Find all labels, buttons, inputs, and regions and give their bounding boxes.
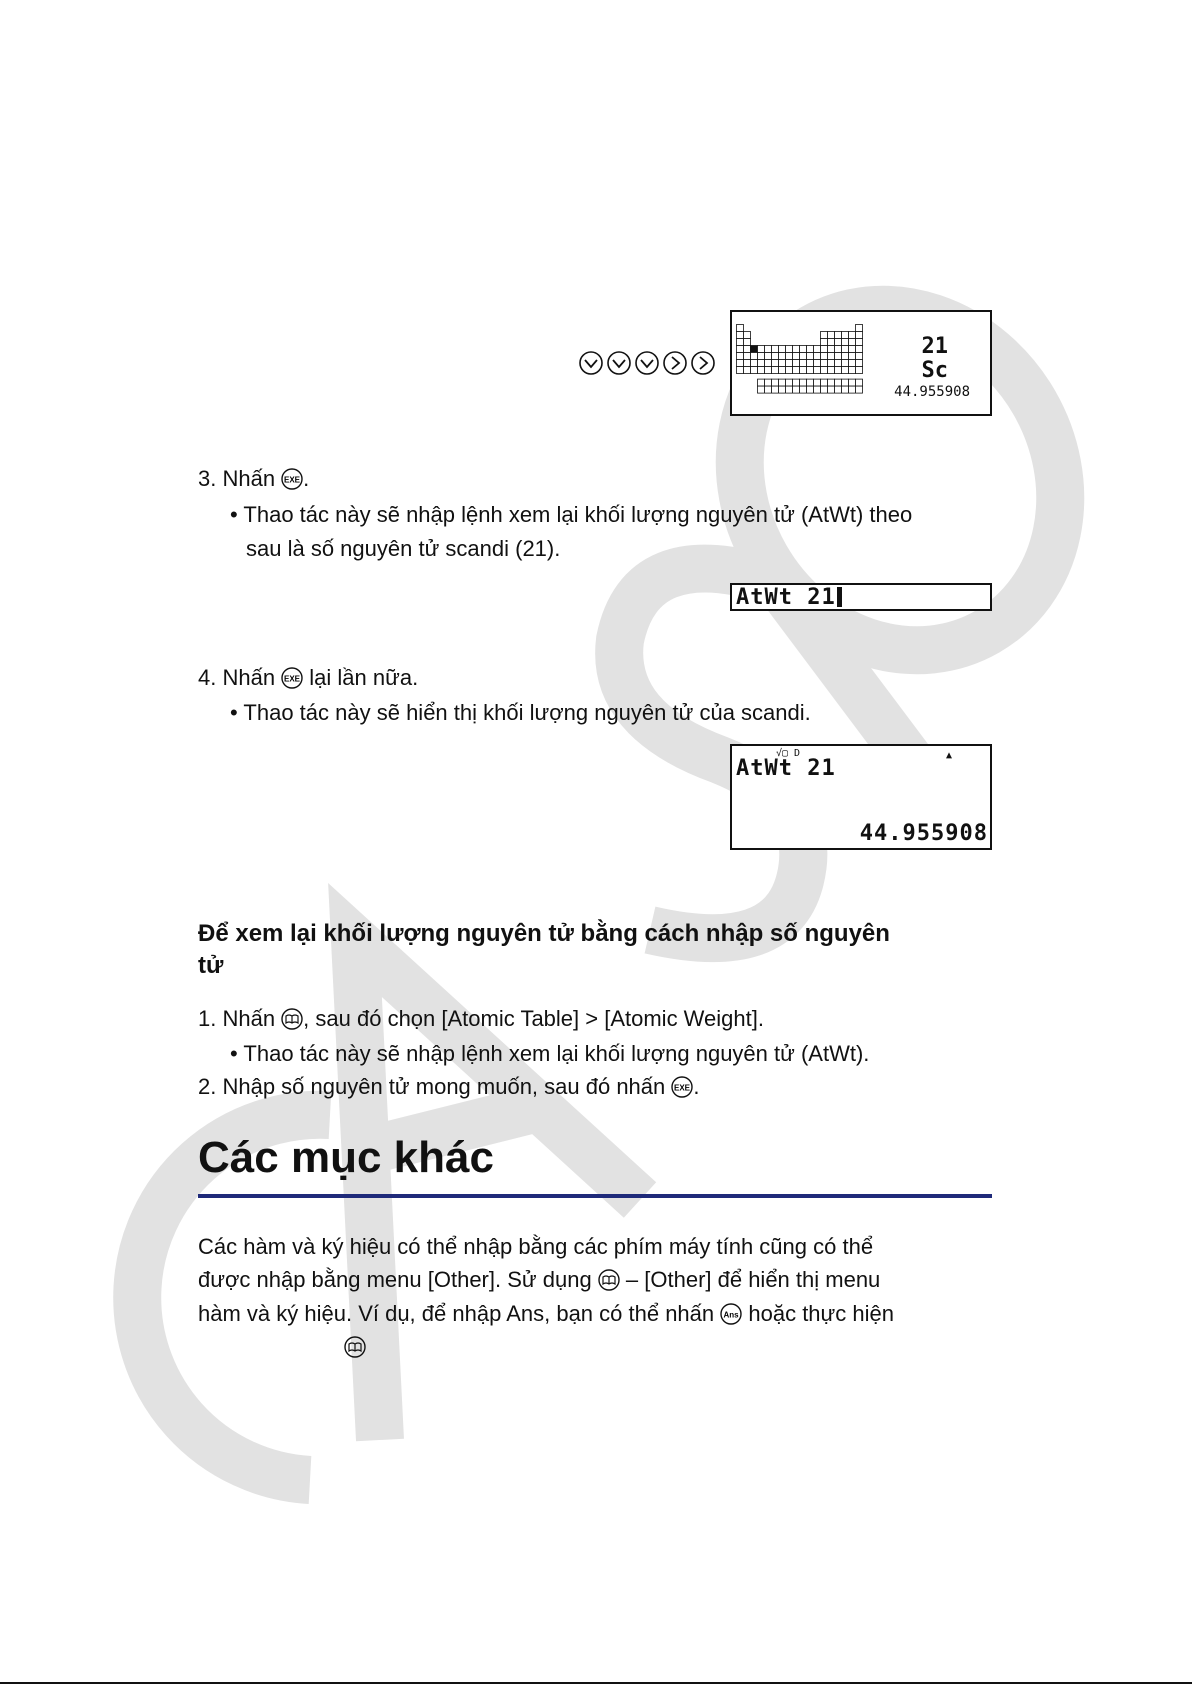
element-cell xyxy=(821,339,828,346)
catalog-key-icon xyxy=(598,1269,620,1291)
selected-element-cell xyxy=(751,346,758,353)
element-cell xyxy=(758,367,765,374)
element-cell xyxy=(772,346,779,353)
element-cell xyxy=(849,367,856,374)
element-cell xyxy=(821,353,828,360)
f-block-cell xyxy=(793,386,800,393)
element-cell xyxy=(856,346,863,353)
element-cell xyxy=(842,332,849,339)
step-3-bullet-cont: sau là số nguyên tử scandi (21). xyxy=(246,536,561,561)
element-cell xyxy=(779,353,786,360)
catalog-key-icon xyxy=(281,1008,303,1030)
exe-key-icon xyxy=(281,667,303,689)
f-block-cell xyxy=(835,386,842,393)
down-arrow-icon xyxy=(634,350,660,376)
right-arrow-icon xyxy=(690,350,716,376)
step-4: 4. Nhấn EXE lại lần nữa. xyxy=(198,665,419,690)
element-cell xyxy=(793,353,800,360)
element-cell xyxy=(786,353,793,360)
substep-2: 2. Nhập số nguyên tử mong muốn, sau đó nhấn EXE . xyxy=(198,1074,700,1099)
element-cell xyxy=(751,353,758,360)
mode-indicator: √▢ D xyxy=(776,748,801,759)
f-block-cell xyxy=(800,386,807,393)
element-cell xyxy=(772,353,779,360)
element-cell xyxy=(758,360,765,367)
element-cell xyxy=(828,346,835,353)
atomic-number: 21 xyxy=(921,334,948,359)
down-arrow-icon xyxy=(606,350,632,376)
element-cell xyxy=(856,360,863,367)
element-cell xyxy=(737,353,744,360)
element-cell xyxy=(828,353,835,360)
element-cell xyxy=(835,332,842,339)
element-cell xyxy=(849,360,856,367)
f-block-cell xyxy=(849,386,856,393)
entry-line: AtWt 21 xyxy=(736,585,842,610)
step-4-bullet: • Thao tác này sẽ hiển thị khối lượng nguyên tử của scandi. xyxy=(230,700,811,725)
f-block-cell xyxy=(849,379,856,386)
element-cell xyxy=(828,339,835,346)
element-cell xyxy=(835,339,842,346)
element-cell xyxy=(807,346,814,353)
result-value: 44.955908 xyxy=(859,821,988,846)
element-symbol: Sc xyxy=(921,358,948,383)
f-block-cell xyxy=(828,379,835,386)
right-arrow-icon xyxy=(662,350,688,376)
element-cell xyxy=(856,353,863,360)
element-cell xyxy=(849,353,856,360)
element-cell xyxy=(835,367,842,374)
element-cell xyxy=(737,367,744,374)
element-cell xyxy=(751,360,758,367)
result-input-line: AtWt 21 xyxy=(736,756,836,781)
element-cell xyxy=(779,360,786,367)
element-cell xyxy=(737,332,744,339)
svg-text:EXE: EXE xyxy=(674,1083,691,1093)
element-cell xyxy=(772,360,779,367)
section-rule xyxy=(198,1194,992,1198)
element-cell xyxy=(758,353,765,360)
element-cell xyxy=(800,353,807,360)
f-block-cell xyxy=(814,379,821,386)
element-cell xyxy=(849,339,856,346)
f-block-cell xyxy=(842,386,849,393)
element-cell xyxy=(758,346,765,353)
element-cell xyxy=(828,367,835,374)
element-cell xyxy=(744,332,751,339)
element-cell xyxy=(821,360,828,367)
svg-text:EXE: EXE xyxy=(284,674,301,684)
element-cell xyxy=(793,360,800,367)
f-block-cell xyxy=(821,386,828,393)
f-block-cell xyxy=(856,386,863,393)
element-cell xyxy=(814,367,821,374)
element-cell xyxy=(765,360,772,367)
element-cell xyxy=(835,360,842,367)
element-cell xyxy=(814,346,821,353)
f-block-cell xyxy=(814,386,821,393)
down-arrow-icon xyxy=(578,350,604,376)
f-block-cell xyxy=(828,386,835,393)
f-block-cell xyxy=(772,379,779,386)
element-cell xyxy=(842,339,849,346)
element-cell xyxy=(744,353,751,360)
f-block-cell xyxy=(779,386,786,393)
element-cell xyxy=(842,360,849,367)
element-cell xyxy=(793,367,800,374)
page-footer-line xyxy=(0,1682,1192,1684)
element-cell xyxy=(835,353,842,360)
element-cell xyxy=(744,367,751,374)
element-cell xyxy=(849,332,856,339)
element-cell xyxy=(807,360,814,367)
element-cell xyxy=(751,367,758,374)
f-block-cell xyxy=(786,379,793,386)
f-block-cell xyxy=(842,379,849,386)
atomic-weight: 44.955908 xyxy=(894,384,970,400)
key-sequence xyxy=(578,350,716,376)
element-cell xyxy=(800,346,807,353)
scroll-up-indicator: ▲ xyxy=(945,750,952,761)
element-cell xyxy=(814,353,821,360)
f-block-cell xyxy=(772,386,779,393)
f-block-cell xyxy=(835,379,842,386)
paragraph-line-1: Các hàm và ký hiệu có thể nhập bằng các phím máy tính cũng có thể xyxy=(198,1234,874,1259)
element-cell xyxy=(800,367,807,374)
f-block-cell xyxy=(765,386,772,393)
element-cell xyxy=(737,339,744,346)
exe-key-icon xyxy=(281,468,303,490)
element-cell xyxy=(814,360,821,367)
element-cell xyxy=(856,339,863,346)
element-cell xyxy=(786,367,793,374)
paragraph-line-4 xyxy=(344,1330,366,1363)
element-cell xyxy=(765,367,772,374)
element-cell xyxy=(786,360,793,367)
element-cell xyxy=(793,346,800,353)
element-cell xyxy=(849,346,856,353)
element-cell xyxy=(856,325,863,332)
step-3-bullet: • Thao tác này sẽ nhập lệnh xem lại khối lượng nguyên tử (AtWt) theo xyxy=(230,502,913,527)
step-3: 3. Nhấn EXE . xyxy=(198,466,310,491)
element-cell xyxy=(842,367,849,374)
element-cell xyxy=(737,360,744,367)
substep-1: 1. Nhấn , sau đó chọn [Atomic Table] > [Atomic Weight]. xyxy=(198,1006,764,1031)
f-block-cell xyxy=(758,379,765,386)
element-cell xyxy=(856,332,863,339)
section-title: Các mục khác xyxy=(198,1133,494,1182)
element-cell xyxy=(821,346,828,353)
svg-text:Ans: Ans xyxy=(723,1310,739,1320)
element-cell xyxy=(737,325,744,332)
f-block-cell xyxy=(786,386,793,393)
element-cell xyxy=(842,346,849,353)
element-cell xyxy=(765,346,772,353)
svg-text:EXE: EXE xyxy=(284,475,301,485)
result-screen xyxy=(730,744,992,850)
f-block-cell xyxy=(800,379,807,386)
paragraph-line-2: được nhập bằng menu [Other]. Sử dụng – [Other] để hiển thị menu xyxy=(198,1267,881,1292)
element-cell xyxy=(807,367,814,374)
text-cursor xyxy=(837,587,842,607)
element-cell xyxy=(779,367,786,374)
exe-key-icon xyxy=(671,1076,693,1098)
element-cell xyxy=(800,360,807,367)
f-block-cell xyxy=(765,379,772,386)
element-cell xyxy=(828,332,835,339)
element-cell xyxy=(786,346,793,353)
catalog-key-icon xyxy=(344,1336,366,1358)
f-block-cell xyxy=(821,379,828,386)
f-block-cell xyxy=(807,379,814,386)
f-block-cell xyxy=(758,386,765,393)
element-cell xyxy=(765,353,772,360)
entry-screen xyxy=(730,583,992,611)
element-cell xyxy=(744,360,751,367)
element-cell xyxy=(856,367,863,374)
f-block-cell xyxy=(856,379,863,386)
subheading: Để xem lại khối lượng nguyên tử bằng cách nhập số nguyên tử xyxy=(198,920,890,979)
periodic-table-screen xyxy=(730,310,992,416)
periodic-table-grid xyxy=(736,324,886,404)
ans-key-icon xyxy=(720,1303,742,1325)
element-cell xyxy=(807,353,814,360)
f-block-cell xyxy=(793,379,800,386)
paragraph-line-3: hàm và ký hiệu. Ví dụ, để nhập Ans, bạn có thể nhấn Ans hoặc thực hiện xyxy=(198,1301,894,1326)
element-cell xyxy=(835,346,842,353)
element-cell xyxy=(744,339,751,346)
element-cell xyxy=(821,367,828,374)
element-cell xyxy=(842,353,849,360)
substep-1-bullet: • Thao tác này sẽ nhập lệnh xem lại khối lượng nguyên tử (AtWt). xyxy=(230,1041,870,1066)
element-cell xyxy=(772,367,779,374)
f-block-cell xyxy=(807,386,814,393)
element-cell xyxy=(779,346,786,353)
element-cell xyxy=(828,360,835,367)
element-cell xyxy=(737,346,744,353)
element-cell xyxy=(744,346,751,353)
f-block-cell xyxy=(779,379,786,386)
element-cell xyxy=(821,332,828,339)
